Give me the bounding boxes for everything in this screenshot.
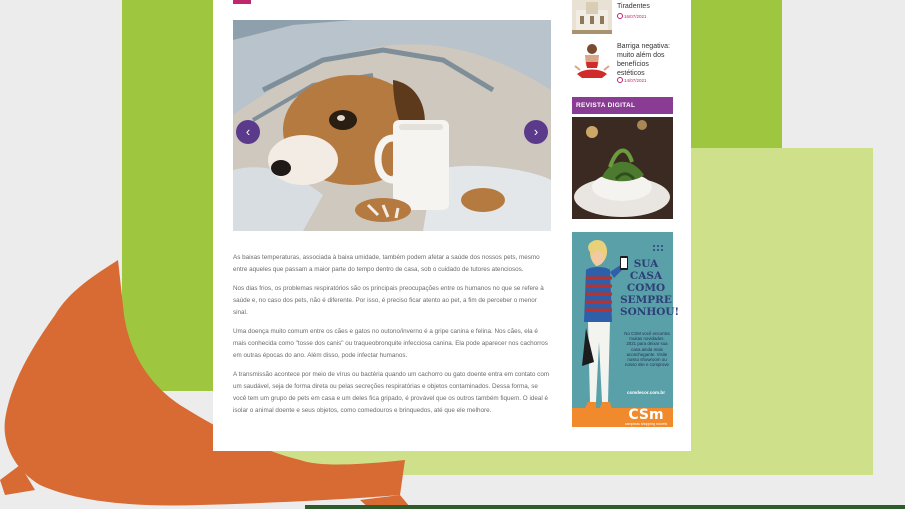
article-paragraph: Uma doença muito comum entre os cães e gatos no outono/inverno é a gripe canina e felina. Nos cães, ela é mais conhecida como "tosse dos canis" ou traqueobronquite infecciosa canina. Ela pode aparecer nos cachorros em outras épocas do ano. Além disso, pode infectar humanos.	[233, 328, 548, 359]
news-thumbnail	[572, 0, 612, 34]
article-page	[213, 0, 691, 451]
bottom-green-strip	[305, 505, 905, 509]
ad-website[interactable]: csmdecor.com.br	[626, 390, 666, 395]
slider-prev-button[interactable]	[236, 120, 260, 144]
news-thumbnail	[572, 42, 612, 82]
ad-footer-bar	[572, 408, 673, 427]
article-body	[233, 252, 551, 424]
article-paragraph: A transmissão acontece por meio de vírus ou bactéria quando um cachorro ou gato doente entra em contato com um saudável, seja de forma direta ou pelas secreções respiratórias e objetos contaminados. Dessa forma, se você tem um grupo de pets em casa e um deles fica gripado, é provável que os outros também fiquem. O ideal é isolar o animal doente e seus objetos, como comedouros e brinquedos, até que ele melhore.	[233, 371, 550, 414]
news-title[interactable]: Barriga negativa: muito além dos benefícios estéticos	[617, 43, 670, 77]
news-date: 16/07/2021	[617, 13, 647, 19]
dog-under-blanket-photo	[233, 20, 551, 231]
ad-body-text: No CSM você encontra muitas novidades. 2021 para deixar sua casa ainda mais aconchegante. Visite nosso showroom ou nosso site e comprove	[624, 331, 670, 368]
revista-digital-header: REVISTA DIGITAL	[572, 97, 673, 114]
ad-headline: SUA CASA COMO SEMPRE SONHOU!	[620, 258, 680, 318]
chevron-right-icon: ›	[533, 124, 539, 139]
article-paragraph: Nos dias frios, os problemas respiratórios são os principais preocupações entre os humanos no que se refere à saúde e, no caso dos pets, não é diferente. Por isso, é preciso ficar atento ao pet, a fim de perceber o menor sinal.	[233, 285, 544, 316]
article-paragraph: As baixas temperaturas, associada à baixa umidade, também podem afetar a saúde dos nossos pets, mesmo entre aqueles que passam a maior parte do tempo dentro de casa, sob o cuidado de tutores atenciosos.	[233, 254, 540, 273]
news-title[interactable]: Tiradentes	[617, 3, 650, 10]
csm-decor-ad[interactable]	[572, 232, 680, 427]
ad-tagline: campinas shopping móveis	[624, 422, 668, 426]
news-item-tiradentes[interactable]	[572, 0, 673, 34]
chevron-left-icon: ‹	[245, 124, 251, 139]
csm-logo: CSm	[628, 407, 664, 423]
clock-icon	[617, 13, 623, 19]
news-item-barriga-negativa[interactable]	[572, 42, 673, 82]
clock-icon	[617, 77, 623, 83]
category-marker	[233, 0, 251, 4]
news-date: 14/07/2021	[617, 77, 647, 83]
revista-digital-cover[interactable]	[572, 117, 673, 219]
slider-next-button[interactable]	[524, 120, 548, 144]
image-slider	[233, 20, 551, 231]
